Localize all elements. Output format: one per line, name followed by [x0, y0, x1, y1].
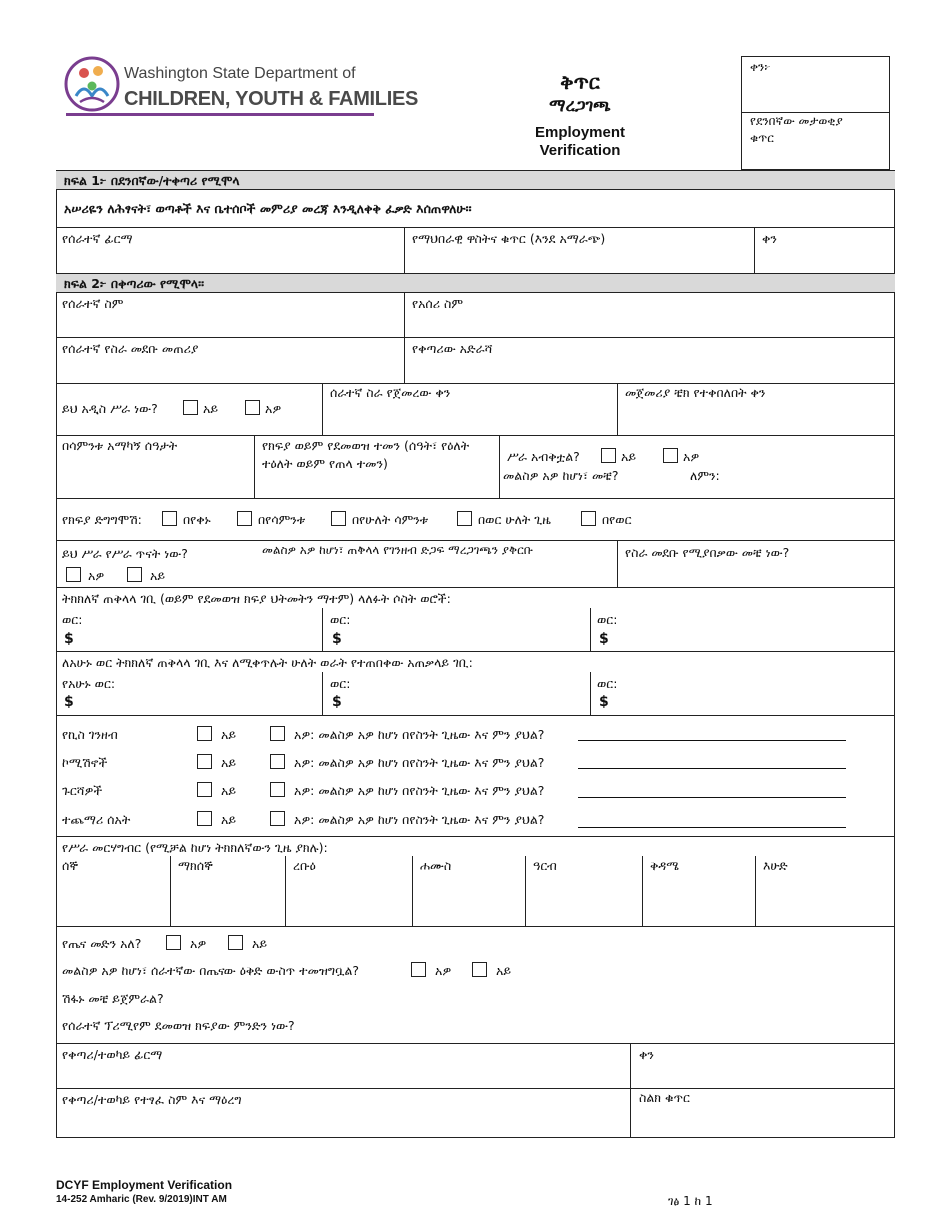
employee-signature-label: የሰራተኛ ፊርማ: [62, 231, 133, 246]
job-title-field[interactable]: [57, 357, 403, 381]
section1-date-label: ቀን: [762, 231, 777, 246]
enrolled-no-label: አይ: [496, 963, 512, 978]
extra-row-no-label: አይ: [221, 812, 237, 827]
title-amharic-line1: ቅጥር: [560, 70, 600, 94]
extra-row-yes-checkbox[interactable]: [270, 726, 285, 741]
extra-row-answer-line[interactable]: [578, 740, 846, 741]
coverage-start-question: ሽፋኑ መቼ ይጀምራል?: [62, 991, 164, 1006]
past-month1-amount[interactable]: [78, 630, 318, 650]
gross-past-title: ትክክለኛ ጠቅላላ ገቢ (ወይም የደመወዝ ክፍያ ህትመትን ማተም) ላለፉት ሶስት ወሮች:: [62, 591, 451, 606]
employee-name-label: የሰራተኛ ስም: [62, 296, 124, 311]
new-job-yes-checkbox[interactable]: [245, 400, 260, 415]
enrolled-question: መልስዎ አዎ ከሆነ፣ ሰራተኛው በጤናው ዕቅድ ውስጥ ተመዝግቧል?: [62, 963, 360, 978]
footer-page-number: ገፅ 1 ከ 1: [668, 1194, 713, 1208]
phone-label: ስልክ ቁጥር: [639, 1090, 690, 1105]
employer-printed-name-field[interactable]: [57, 1108, 629, 1136]
schedule-sunday-field[interactable]: [756, 874, 894, 924]
schedule-wednesday-field[interactable]: [286, 874, 411, 924]
position-end-label: የስራ መደቡ የሚያበቃው መቼ ነው?: [625, 545, 790, 560]
employer-signature-label: የቀጣሪ/ተወካይ ፊርማ: [62, 1047, 163, 1062]
pay-rate-field[interactable]: [255, 474, 498, 496]
section1-title: ክፍል 1፦ በደንበኛው/ተቀጣሪ የሚሞላ: [64, 173, 240, 188]
schedule-day-saturday: ቅዳሜ: [650, 858, 679, 873]
job-ended-reason-label: ለምን:: [690, 468, 720, 483]
first-check-date-label: መጀመሪያ ቼክ የተቀበለበት ቀን: [625, 385, 766, 400]
schedule-day-tuesday: ማክሰኞ: [178, 858, 213, 873]
job-ended-no-label: አይ: [621, 449, 637, 464]
enrolled-yes-checkbox[interactable]: [411, 962, 426, 977]
enrolled-yes-label: አዎ: [435, 963, 452, 978]
position-end-field[interactable]: [618, 562, 894, 585]
employer-date-field[interactable]: [631, 1063, 894, 1086]
pay-rate-label-line2: ተዕለት ወይም የጠላ ተመን): [262, 456, 388, 471]
employer-name-label: የአሰሪ ስም: [412, 296, 464, 311]
title-english-line1: Employment: [534, 124, 625, 141]
schedule-saturday-field[interactable]: [643, 874, 754, 924]
freq-semimonthly-checkbox[interactable]: [457, 511, 472, 526]
extra-row-label: ተጨማሪ ሰአት: [62, 812, 131, 827]
extra-row-yes-text: አዎ: መልስዎ አዎ ከሆነ በየስንት ጊዜው እና ምን ያህል?: [294, 727, 545, 742]
section1-consent: አሠሪዬን ለሕፃናት፣ ወጣቶች እና ቤተሰቦች መምሪያ መረጃ እንዲለቀቅ ፈቃድ እሰጠዋለሁ፡፡: [64, 201, 472, 216]
extra-row-no-checkbox[interactable]: [197, 811, 212, 826]
logo-line2: CHILDREN, YOUTH & FAMILIES: [124, 88, 419, 110]
start-date-label: ሰራተኛ ስራ የጀመረው ቀን: [330, 385, 451, 400]
schedule-friday-field[interactable]: [526, 874, 641, 924]
freq-monthly-checkbox[interactable]: [581, 511, 596, 526]
past-month3-dollar: $: [599, 631, 609, 647]
insurance-yes-label: አዎ: [190, 936, 207, 951]
past-month1-label: ወር:: [62, 612, 83, 627]
extra-row-no-label: አይ: [221, 783, 237, 798]
premium-field[interactable]: [330, 1015, 890, 1035]
logo-underline: [66, 113, 374, 116]
job-title-label: የሰራተኛ የስራ መደቡ መጠሪያ: [62, 341, 199, 356]
extra-row-yes-checkbox[interactable]: [270, 811, 285, 826]
extra-row-label: የኪስ ገንዘብ: [62, 727, 118, 742]
first-check-date-field[interactable]: [618, 402, 894, 433]
extra-row-yes-checkbox[interactable]: [270, 782, 285, 797]
employer-name-field[interactable]: [405, 312, 894, 335]
header-date-label: ቀን፦: [750, 60, 771, 74]
extra-row-label: ጉርሻዎች: [62, 783, 103, 798]
enrolled-no-checkbox[interactable]: [472, 962, 487, 977]
insurance-question: የጤና መድን አለ?: [62, 936, 142, 951]
insurance-no-label: አይ: [252, 936, 268, 951]
title-amharic-line2: ማረጋገጫ: [549, 96, 611, 116]
next-month2-label: ወር:: [597, 676, 618, 691]
freq-daily-label: በየቀኑ: [183, 512, 211, 527]
coverage-start-field[interactable]: [190, 988, 890, 1008]
new-job-no-label: አይ: [203, 401, 219, 416]
employer-date-label: ቀን: [639, 1047, 654, 1062]
ssn-field[interactable]: [405, 248, 753, 271]
next-month1-amount[interactable]: [346, 694, 586, 714]
current-month-amount[interactable]: [78, 694, 318, 714]
current-month-dollar: $: [64, 694, 74, 710]
work-study-yes-label: አዎ: [88, 568, 105, 583]
gross-current-title: ለአሁኑ ወር ትክክለኛ ጠቅላላ ገቢ እና ለሚቀጥሉት ሁለት ወራት የተጠበቀው አጠቃላይ ገቢ:: [62, 655, 473, 670]
next-month1-dollar: $: [332, 694, 342, 710]
past-month2-label: ወር:: [330, 612, 351, 627]
section1-date-field[interactable]: [755, 248, 894, 271]
schedule-tuesday-field[interactable]: [171, 874, 284, 924]
hours-per-week-field[interactable]: [57, 456, 253, 496]
next-month2-amount[interactable]: [613, 694, 893, 714]
header-client-id-label2: ቁጥር: [750, 131, 774, 145]
freq-daily-checkbox[interactable]: [162, 511, 177, 526]
phone-field[interactable]: [631, 1108, 894, 1136]
employer-address-label: የቀጣሪው አድራሻ: [412, 341, 493, 356]
schedule-day-sunday: እሁድ: [763, 858, 788, 873]
employee-signature-field[interactable]: [57, 248, 403, 271]
extra-row-yes-checkbox[interactable]: [270, 754, 285, 769]
employer-address-field[interactable]: [405, 357, 894, 381]
logo-line1: Washington State Department of: [124, 65, 356, 82]
footer-form-number: 14-252 Amharic (Rev. 9/2019)INT AM: [56, 1194, 227, 1205]
extra-row-label: ኮሚሽኖች: [62, 755, 108, 770]
header-date-field[interactable]: [742, 68, 889, 108]
past-month3-amount[interactable]: [613, 630, 893, 650]
insurance-yes-checkbox[interactable]: [166, 935, 181, 950]
new-job-no-checkbox[interactable]: [183, 400, 198, 415]
dcyf-logo-icon: [64, 56, 120, 112]
hours-per-week-label: በሳምንቱ አማካኝ ሰዓታት: [62, 438, 178, 453]
footer-form-name: DCYF Employment Verification: [56, 1178, 233, 1192]
extra-row-yes-text: አዎ: መልስዎ አዎ ከሆነ በየስንት ጊዜው እና ምን ያህል?: [294, 812, 545, 827]
new-job-yes-label: አዎ: [265, 401, 282, 416]
freq-semimonthly-label: በወር ሁለት ጊዜ: [478, 512, 551, 527]
next-month2-dollar: $: [599, 694, 609, 710]
schedule-day-wednesday: ረቡዕ: [293, 858, 316, 873]
job-ended-yes-label: አዎ: [683, 449, 700, 464]
past-month2-amount[interactable]: [346, 630, 586, 650]
work-study-note: መልስዎ አዎ ከሆነ፣ ጠቅላላ የገንዘብ ድጋፍ ማረጋገጫን ያቅርቡ: [262, 543, 534, 557]
job-ended-yes-checkbox[interactable]: [663, 448, 678, 463]
freq-biweekly-checkbox[interactable]: [331, 511, 346, 526]
past-month2-dollar: $: [332, 631, 342, 647]
start-date-field[interactable]: [323, 402, 616, 433]
schedule-title: የሥራ መርሃግብር (የሚቻል ከሆነ ትክክለኛውን ጊዜ ያክሉ):: [62, 840, 328, 855]
employee-name-field[interactable]: [57, 312, 403, 335]
schedule-day-thursday: ሐሙስ: [420, 858, 452, 873]
work-study-question: ይህ ሥራ የሥራ ጥናት ነው?: [62, 546, 188, 561]
extra-row-no-checkbox[interactable]: [197, 726, 212, 741]
schedule-day-monday: ሰኞ: [62, 858, 79, 873]
insurance-no-checkbox[interactable]: [228, 935, 243, 950]
ssn-label: የማህበራዊ ዋስትና ቁጥር (እንደ አማራጭ): [412, 231, 606, 246]
extra-row-no-checkbox[interactable]: [197, 782, 212, 797]
extra-row-answer-line[interactable]: [578, 827, 846, 828]
section2-title: ክፍል 2፦ በቀጣሪው የሚሞላ፡፡: [64, 276, 205, 291]
extra-row-yes-text: አዎ: መልስዎ አዎ ከሆነ በየስንት ጊዜው እና ምን ያህል?: [294, 783, 545, 798]
job-ended-question: ሥራ አብቅቷል?: [507, 449, 580, 464]
schedule-monday-field[interactable]: [57, 874, 169, 924]
extra-row-answer-line[interactable]: [578, 768, 846, 769]
extra-row-no-label: አይ: [221, 727, 237, 742]
freq-monthly-label: በየወር: [602, 512, 632, 527]
extra-row-no-label: አይ: [221, 755, 237, 770]
past-month3-label: ወር:: [597, 612, 618, 627]
extra-row-yes-text: አዎ: መልስዎ አዎ ከሆነ በየስንት ጊዜው እና ምን ያህል?: [294, 755, 545, 770]
premium-question: የሰራተኛ ፕሪሚየም ደመወዝ ክፍያው ምንድን ነው?: [62, 1018, 295, 1033]
current-month-label: የአሁኑ ወር:: [62, 676, 116, 691]
freq-biweekly-label: በየሁለት ሳምንቱ: [352, 512, 429, 527]
work-study-yes-checkbox[interactable]: [66, 567, 81, 582]
new-job-question: ይህ አዲስ ሥራ ነው?: [62, 401, 158, 416]
work-study-no-label: አይ: [150, 568, 166, 583]
job-ended-when-label: መልስዎ አዎ ከሆነ፣ መቼ?: [503, 468, 619, 483]
next-month1-label: ወር:: [330, 676, 351, 691]
header-client-id-label1: የደንበኛው መታወቂያ: [750, 114, 843, 128]
work-study-no-checkbox[interactable]: [127, 567, 142, 582]
freq-weekly-label: በየሳምንቱ: [258, 512, 306, 527]
schedule-day-friday: ዓርብ: [533, 858, 557, 873]
pay-frequency-label: የክፍያ ድግግሞሽ:: [62, 512, 142, 527]
freq-weekly-checkbox[interactable]: [237, 511, 252, 526]
employer-printed-name-label: የቀጣሪ/ተወካይ የተፃፈ ስም እና ማዕረግ: [62, 1092, 242, 1107]
extra-row-answer-line[interactable]: [578, 797, 846, 798]
pay-rate-label-line1: የክፍያ ወይም የደመወዝ ተመን (ሰዓት፣ የዕለት: [262, 438, 470, 453]
past-month1-dollar: $: [64, 631, 74, 647]
extra-row-no-checkbox[interactable]: [197, 754, 212, 769]
job-ended-no-checkbox[interactable]: [601, 448, 616, 463]
employer-signature-field[interactable]: [57, 1063, 629, 1086]
title-english-line2: Verification: [539, 142, 621, 159]
schedule-thursday-field[interactable]: [413, 874, 524, 924]
